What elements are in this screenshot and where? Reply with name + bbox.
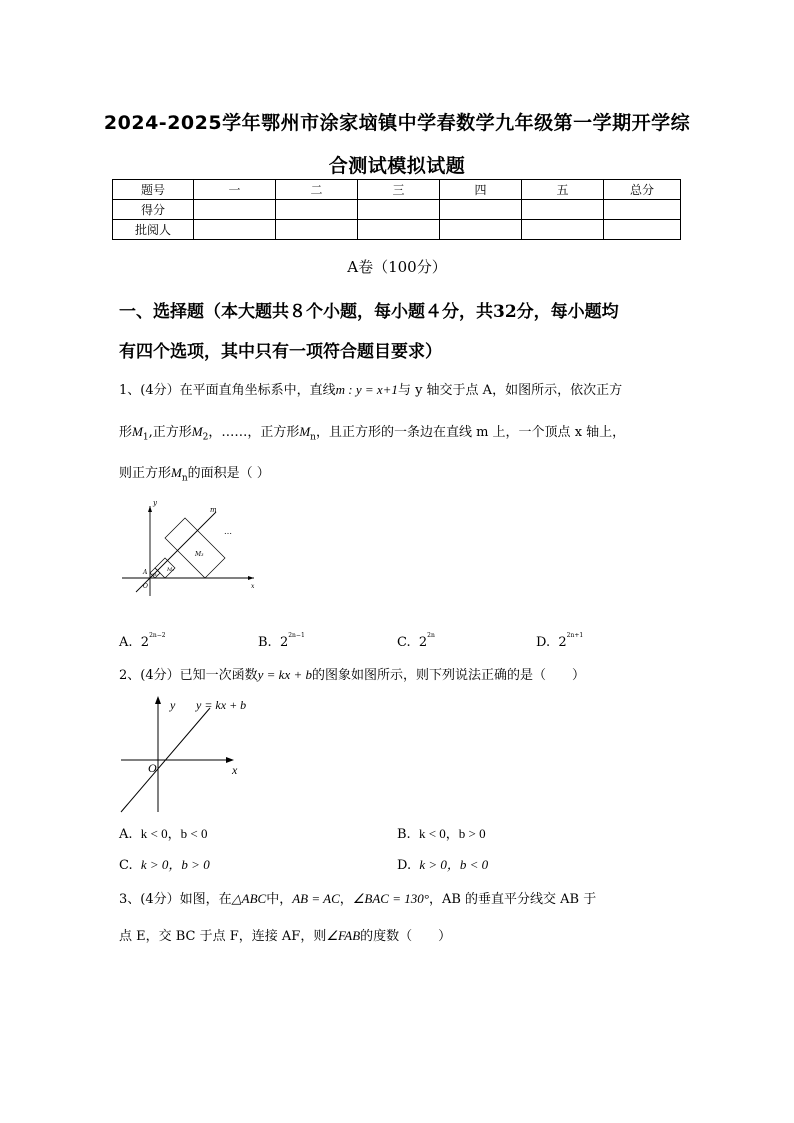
exam-title-line2: 合测试模拟试题	[328, 155, 466, 177]
score-row	[113, 200, 681, 220]
q3-line2: 点 E，交 BC 于点 F，连接 AF，则∠FAB的度数（ ）	[119, 928, 452, 944]
fig-label: y = kx + b	[196, 698, 247, 712]
header-cell: 四	[440, 180, 522, 200]
score-cell[interactable]	[358, 220, 440, 240]
q2-linear-graph-figure	[118, 694, 258, 816]
q1-line-equation: m : y = x+1	[335, 382, 398, 397]
score-cell[interactable]	[276, 200, 358, 220]
q2-option-d[interactable]: D. k > 0，b < 0	[397, 857, 489, 873]
q1-squares-figure	[122, 500, 262, 600]
x-axis-arrow-icon	[248, 576, 254, 580]
header-cell: 二	[276, 180, 358, 200]
score-cell[interactable]	[522, 220, 604, 240]
header-cell: 三	[358, 180, 440, 200]
q1-line2: 形$M_1$,正方形$M_2$，……，正方形$M_n$，且正方形的一条边在直线 m 上，一个顶点 x 轴上，	[119, 424, 626, 443]
q2-option-b[interactable]: B. k < 0，b > 0	[397, 826, 486, 842]
score-cell[interactable]	[440, 200, 522, 220]
q1-option-d[interactable]: D. $2^{2n+1}$	[536, 632, 584, 650]
q1-option-c[interactable]: C. $2^{2n}$	[397, 632, 435, 650]
score-cell[interactable]	[194, 200, 276, 220]
row-label: 得分	[113, 200, 194, 220]
fig-label: x	[251, 583, 255, 590]
paper-label: A卷（100分）	[347, 258, 447, 276]
fig-label: y	[170, 698, 176, 712]
fig-label: m	[210, 506, 217, 514]
score-cell[interactable]	[440, 220, 522, 240]
header-cell: 一	[194, 180, 276, 200]
line-m	[136, 512, 216, 592]
fig-label: O	[143, 583, 148, 590]
score-cell[interactable]	[522, 200, 604, 220]
section-heading-line2: 有四个选项，其中只有一项符合题目要求）	[119, 342, 442, 362]
fig-label: x	[232, 763, 238, 777]
q1-option-b[interactable]: B. $2^{2n-1}$	[258, 632, 305, 650]
score-cell[interactable]	[604, 220, 681, 240]
header-cell: 五	[522, 180, 604, 200]
fig-label: A	[143, 569, 148, 576]
fig-label: …	[224, 527, 232, 536]
header-cell: 题号	[113, 180, 194, 200]
header-cell: 总分	[604, 180, 681, 200]
section-heading-line1: 一、选择题（本大题共８个小题，每小题４分，共32分，每小题均	[119, 302, 619, 322]
y-axis-arrow-icon	[155, 696, 161, 704]
score-table	[112, 179, 681, 240]
fig-label: M₁	[152, 572, 158, 577]
score-cell[interactable]	[276, 220, 358, 240]
score-cell[interactable]	[358, 200, 440, 220]
score-cell[interactable]	[194, 220, 276, 240]
exam-title-line1: 2024-2025学年鄂州市涂家垴镇中学春数学九年级第一学期开学综	[103, 112, 691, 134]
q1-line3: 则正方形$M_n$的面积是（ ）	[119, 465, 270, 484]
fig-label: M₂	[167, 567, 175, 573]
fig-label: O	[148, 761, 157, 775]
fig-label: y	[153, 500, 157, 507]
q2-stem: 2、(4分）已知一次函数y = kx + b的图象如图所示，则下列说法正确的是（ ）	[119, 667, 585, 683]
score-table-header-row	[113, 180, 681, 200]
q1-option-a[interactable]: A. $2^{2n-2}$	[119, 632, 166, 650]
row-label: 批阅人	[113, 220, 194, 240]
y-axis-arrow-icon	[148, 506, 152, 512]
q2-option-c[interactable]: C. k > 0，b > 0	[119, 857, 210, 873]
q2-option-a[interactable]: A. k < 0，b < 0	[119, 826, 208, 842]
score-cell[interactable]	[604, 200, 681, 220]
reviewer-row	[113, 220, 681, 240]
q3-line1: 3、(4分）如图，在△ABC中，AB = AC，∠BAC = 130°，AB 的垂直平分线交 AB 于	[119, 891, 597, 907]
fig-label: M₃	[195, 551, 204, 558]
q1-line1: 1、(4分）在平面直角坐标系中，直线m : y = x+1与 y 轴交于点 A，如图所示，依次正方	[119, 382, 623, 398]
